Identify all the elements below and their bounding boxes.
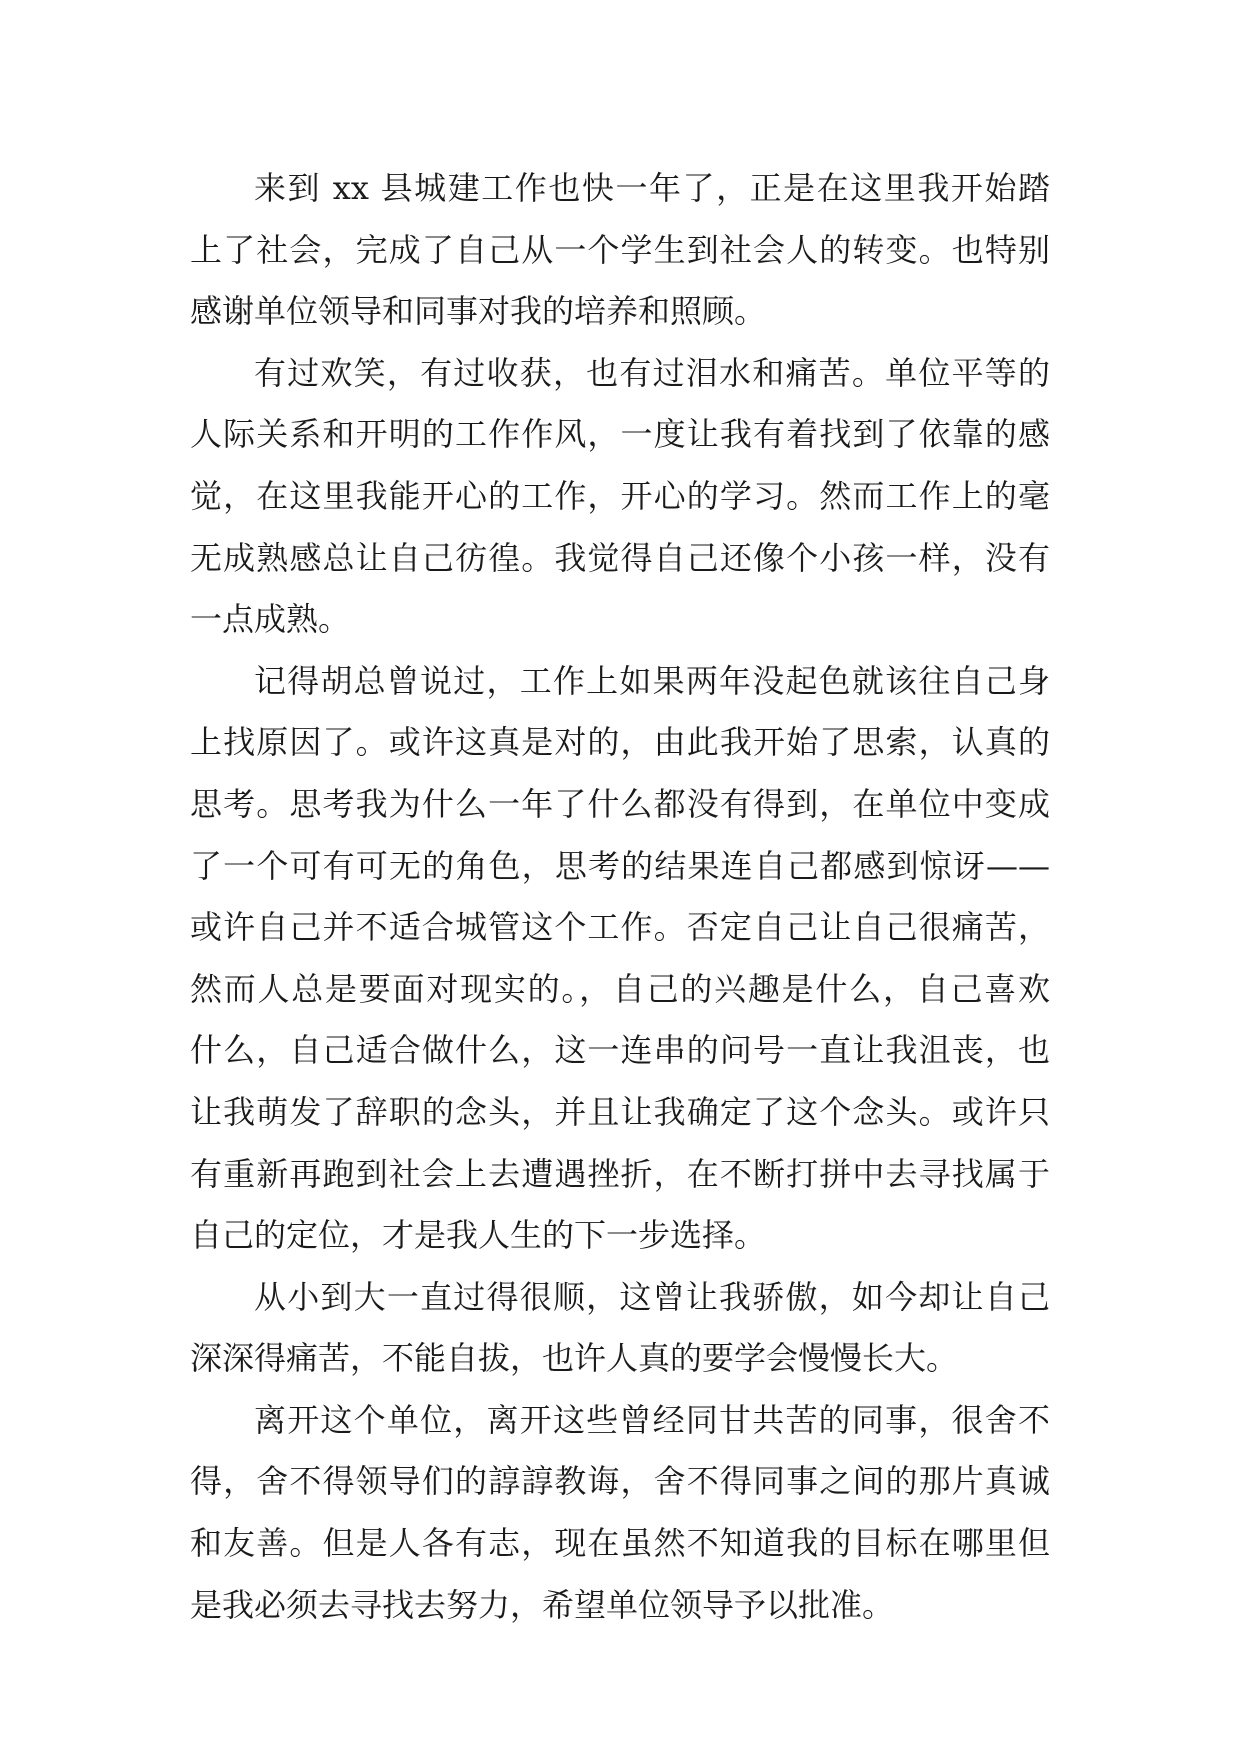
paragraph-3-line-8: 让我萌发了辞职的念头，并且让我确定了这个念头。或许只 <box>190 1092 1050 1131</box>
paragraph-4-line-1: 从小到大一直过得很顺，这曾让我骄傲，如今却让自己 <box>254 1277 1050 1316</box>
paragraph-2-line-5: 一点成熟。 <box>190 600 351 639</box>
paragraph-3-line-1: 记得胡总曾说过，工作上如果两年没起色就该往自己身 <box>254 661 1050 700</box>
paragraph-2-line-1: 有过欢笑，有过收获，也有过泪水和痛苦。单位平等的 <box>254 353 1050 392</box>
paragraph-3-line-6: 然而人总是要面对现实的。，自己的兴趣是什么，自己喜欢 <box>190 969 1050 1008</box>
paragraph-3-line-7: 什么，自己适合做什么，这一连串的问号一直让我沮丧，也 <box>190 1031 1050 1070</box>
paragraph-3-line-3: 思考。思考我为什么一年了什么都没有得到，在单位中变成 <box>190 784 1050 823</box>
paragraph-3-line-4: 了一个可有可无的角色，思考的结果连自己都感到惊讶—— <box>190 846 1050 885</box>
paragraph-1-line-3: 感谢单位领导和同事对我的培养和照顾。 <box>190 292 767 331</box>
paragraph-5-line-1: 离开这个单位，离开这些曾经同甘共苦的同事，很舍不 <box>254 1400 1050 1439</box>
paragraph-1-line-2: 上了社会，完成了自己从一个学生到社会人的转变。也特别 <box>190 230 1050 269</box>
paragraph-4-line-2: 深深得痛苦，不能自拔，也许人真的要学会慢慢长大。 <box>190 1339 959 1378</box>
paragraph-5-line-2: 得，舍不得领导们的諄諄教诲，舍不得同事之间的那片真诚 <box>190 1462 1050 1501</box>
paragraph-5-line-4: 是我必须去寻找去努力，希望单位领导予以批准。 <box>190 1585 895 1624</box>
paragraph-2-line-2: 人际关系和开明的工作作风，一度让我有着找到了依靠的感 <box>190 415 1050 454</box>
document-body <box>190 158 1050 1636</box>
paragraph-2-line-3: 觉，在这里我能开心的工作，开心的学习。然而工作上的毫 <box>190 476 1050 515</box>
paragraph-1-line-1: 来到 xx 县城建工作也快一年了，正是在这里我开始踏 <box>254 169 1050 207</box>
paragraph-3-line-5: 或许自己并不适合城管这个工作。否定自己让自己很痛苦， <box>190 908 1050 947</box>
paragraph-3-line-2: 上找原因了。或许这真是对的，由此我开始了思索，认真的 <box>190 723 1050 762</box>
paragraph-3-line-9: 有重新再跑到社会上去遭遇挫折，在不断打拼中去寻找属于 <box>190 1154 1050 1193</box>
paragraph-2-line-4: 无成熟感总让自己彷徨。我觉得自己还像个小孩一样，没有 <box>190 538 1050 577</box>
paragraph-5-line-3: 和友善。但是人各有志，现在虽然不知道我的目标在哪里但 <box>190 1524 1050 1563</box>
paragraph-3-line-10: 自己的定位，才是我人生的下一步选择。 <box>190 1216 767 1255</box>
